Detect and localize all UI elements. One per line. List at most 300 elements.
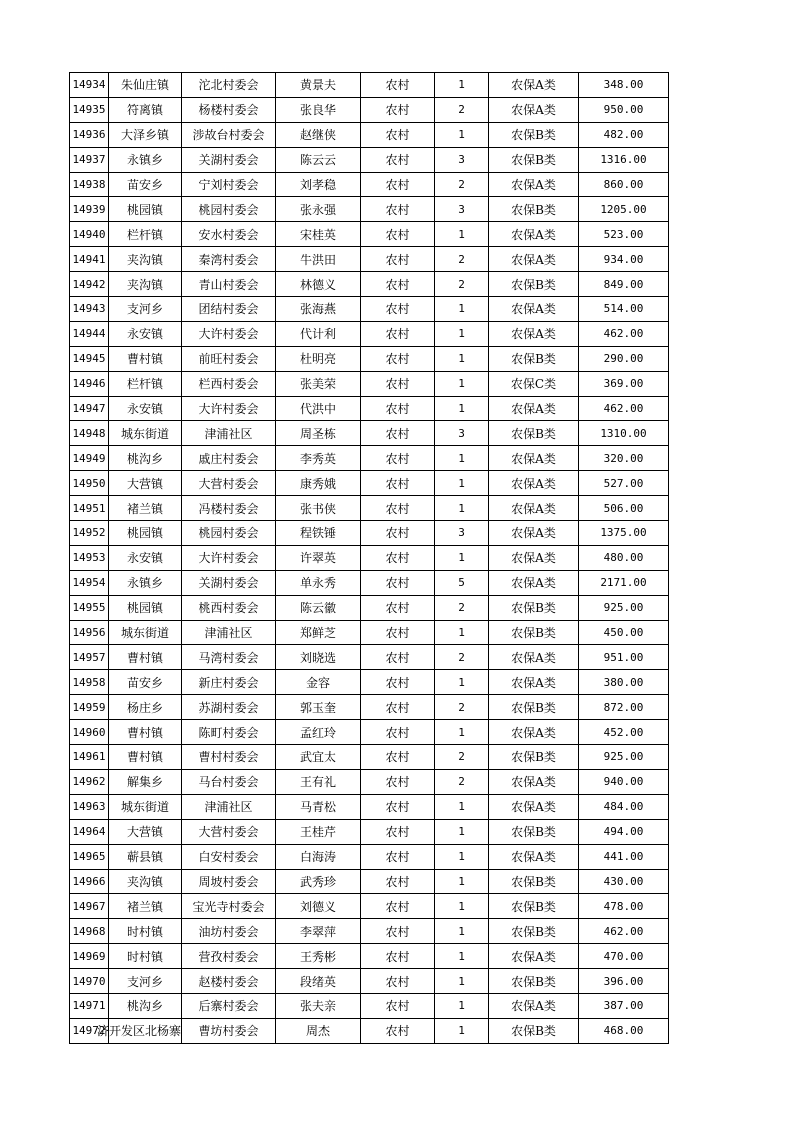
monthly-amount-cell: 470.00 [579, 944, 669, 969]
monthly-amount-cell: 396.00 [579, 969, 669, 994]
recipient-name-cell: 李翠萍 [276, 919, 361, 944]
table-row [70, 745, 669, 770]
household-type-cell: 农村 [361, 197, 435, 222]
household-type-cell: 农村 [361, 595, 435, 620]
town-cell: 栏杆镇 [109, 222, 182, 247]
household-size-cell: 1 [435, 944, 489, 969]
household-size-cell: 1 [435, 545, 489, 570]
table-row [70, 969, 669, 994]
household-size-cell: 1 [435, 496, 489, 521]
household-size-cell: 1 [435, 844, 489, 869]
insurance-category-cell: 农保A类 [489, 794, 579, 819]
village-committee-cell: 桃园村委会 [182, 521, 276, 546]
table-row [70, 247, 669, 272]
village-committee-cell: 桃西村委会 [182, 595, 276, 620]
insurance-category-cell: 农保B类 [489, 620, 579, 645]
household-type-cell: 农村 [361, 222, 435, 247]
insurance-category-cell: 农保A类 [489, 222, 579, 247]
record-number-cell: 14957 [70, 645, 109, 670]
insurance-category-cell: 农保A类 [489, 297, 579, 322]
town-cell: 符离镇 [109, 97, 182, 122]
village-committee-cell: 秦湾村委会 [182, 247, 276, 272]
household-type-cell: 农村 [361, 844, 435, 869]
table-row [70, 73, 669, 98]
household-size-cell: 3 [435, 421, 489, 446]
recipient-name-cell: 武宜太 [276, 745, 361, 770]
household-size-cell: 2 [435, 595, 489, 620]
recipient-name-cell: 马青松 [276, 794, 361, 819]
insurance-category-cell: 农保B类 [489, 147, 579, 172]
table-row [70, 695, 669, 720]
village-committee-cell: 团结村委会 [182, 297, 276, 322]
town-cell: 朱仙庄镇 [109, 73, 182, 98]
record-number-cell: 14954 [70, 570, 109, 595]
monthly-amount-cell: 934.00 [579, 247, 669, 272]
table-row [70, 819, 669, 844]
monthly-amount-cell: 860.00 [579, 172, 669, 197]
table-row [70, 769, 669, 794]
monthly-amount-cell: 320.00 [579, 446, 669, 471]
household-type-cell: 农村 [361, 147, 435, 172]
insurance-category-cell: 农保A类 [489, 645, 579, 670]
household-type-cell: 农村 [361, 794, 435, 819]
household-type-cell: 农村 [361, 745, 435, 770]
household-type-cell: 农村 [361, 521, 435, 546]
record-number-cell: 14955 [70, 595, 109, 620]
household-size-cell: 2 [435, 97, 489, 122]
insurance-category-cell: 农保B类 [489, 819, 579, 844]
monthly-amount-cell: 506.00 [579, 496, 669, 521]
record-number-cell: 14936 [70, 122, 109, 147]
town-cell: 支河乡 [109, 297, 182, 322]
village-committee-cell: 曹村村委会 [182, 745, 276, 770]
household-type-cell: 农村 [361, 247, 435, 272]
record-number-cell: 14938 [70, 172, 109, 197]
recipient-name-cell: 张美荣 [276, 371, 361, 396]
insurance-category-cell: 农保A类 [489, 844, 579, 869]
household-size-cell: 1 [435, 371, 489, 396]
insurance-category-cell: 农保A类 [489, 172, 579, 197]
table-row [70, 396, 669, 421]
table-row [70, 172, 669, 197]
household-size-cell: 3 [435, 197, 489, 222]
recipient-name-cell: 李秀英 [276, 446, 361, 471]
insurance-category-cell: 农保B类 [489, 122, 579, 147]
record-number-cell: 14971 [70, 993, 109, 1018]
household-size-cell: 1 [435, 670, 489, 695]
town-cell: 杨庄乡 [109, 695, 182, 720]
household-type-cell: 农村 [361, 670, 435, 695]
monthly-amount-cell: 925.00 [579, 595, 669, 620]
village-committee-cell: 白安村委会 [182, 844, 276, 869]
recipient-name-cell: 陈云徽 [276, 595, 361, 620]
household-type-cell: 农村 [361, 944, 435, 969]
village-committee-cell: 赵楼村委会 [182, 969, 276, 994]
household-type-cell: 农村 [361, 421, 435, 446]
recipient-name-cell: 周圣栋 [276, 421, 361, 446]
insurance-category-cell: 农保B类 [489, 745, 579, 770]
village-committee-cell: 大许村委会 [182, 396, 276, 421]
town-cell: 时村镇 [109, 944, 182, 969]
recipient-name-cell: 康秀娥 [276, 471, 361, 496]
recipient-name-cell: 林德义 [276, 272, 361, 297]
household-type-cell: 农村 [361, 545, 435, 570]
household-size-cell: 2 [435, 695, 489, 720]
monthly-amount-cell: 452.00 [579, 720, 669, 745]
monthly-amount-cell: 369.00 [579, 371, 669, 396]
table-row [70, 1018, 669, 1043]
insurance-category-cell: 农保B类 [489, 197, 579, 222]
table-row [70, 720, 669, 745]
village-committee-cell: 前旺村委会 [182, 346, 276, 371]
household-type-cell: 农村 [361, 172, 435, 197]
household-type-cell: 农村 [361, 1018, 435, 1043]
village-committee-cell: 冯楼村委会 [182, 496, 276, 521]
village-committee-cell: 关湖村委会 [182, 147, 276, 172]
recipient-name-cell: 刘孝稳 [276, 172, 361, 197]
town-cell: 夹沟镇 [109, 247, 182, 272]
recipient-name-cell: 郑鲜芝 [276, 620, 361, 645]
recipient-name-cell: 武秀珍 [276, 869, 361, 894]
insurance-category-cell: 农保A类 [489, 944, 579, 969]
household-type-cell: 农村 [361, 620, 435, 645]
insurance-category-cell: 农保A类 [489, 670, 579, 695]
record-number-cell: 14960 [70, 720, 109, 745]
table-row [70, 919, 669, 944]
recipient-name-cell: 许翠英 [276, 545, 361, 570]
monthly-amount-cell: 925.00 [579, 745, 669, 770]
monthly-amount-cell: 1316.00 [579, 147, 669, 172]
insurance-category-cell: 农保A类 [489, 321, 579, 346]
record-number-cell: 14952 [70, 521, 109, 546]
town-cell: 大营镇 [109, 819, 182, 844]
village-committee-cell: 宁刘村委会 [182, 172, 276, 197]
household-size-cell: 2 [435, 645, 489, 670]
monthly-amount-cell: 514.00 [579, 297, 669, 322]
table-row [70, 297, 669, 322]
town-cell: 永镇乡 [109, 570, 182, 595]
insurance-category-cell: 农保A类 [489, 545, 579, 570]
record-number-cell: 14964 [70, 819, 109, 844]
table-row [70, 222, 669, 247]
insurance-category-cell: 农保A类 [489, 570, 579, 595]
household-type-cell: 农村 [361, 396, 435, 421]
table-row [70, 545, 669, 570]
record-number-cell: 14956 [70, 620, 109, 645]
village-committee-cell: 油坊村委会 [182, 919, 276, 944]
monthly-amount-cell: 348.00 [579, 73, 669, 98]
monthly-amount-cell: 872.00 [579, 695, 669, 720]
household-size-cell: 1 [435, 794, 489, 819]
village-committee-cell: 沱北村委会 [182, 73, 276, 98]
town-cell: 桃园镇 [109, 595, 182, 620]
recipient-name-cell: 王秀彬 [276, 944, 361, 969]
monthly-amount-cell: 2171.00 [579, 570, 669, 595]
household-size-cell: 1 [435, 919, 489, 944]
recipient-name-cell: 刘晓选 [276, 645, 361, 670]
town-cell: 褚兰镇 [109, 496, 182, 521]
monthly-amount-cell: 462.00 [579, 919, 669, 944]
household-size-cell: 1 [435, 1018, 489, 1043]
recipient-name-cell: 赵继侠 [276, 122, 361, 147]
table-row [70, 496, 669, 521]
household-size-cell: 1 [435, 346, 489, 371]
household-size-cell: 2 [435, 172, 489, 197]
household-size-cell: 2 [435, 769, 489, 794]
household-size-cell: 1 [435, 396, 489, 421]
household-size-cell: 3 [435, 521, 489, 546]
town-cell: 城东街道 [109, 421, 182, 446]
record-number-cell: 14951 [70, 496, 109, 521]
village-committee-cell: 新庄村委会 [182, 670, 276, 695]
household-size-cell: 1 [435, 222, 489, 247]
town-cell: 城东街道 [109, 794, 182, 819]
monthly-amount-cell: 484.00 [579, 794, 669, 819]
household-type-cell: 农村 [361, 371, 435, 396]
household-size-cell: 2 [435, 272, 489, 297]
village-committee-cell: 津浦社区 [182, 620, 276, 645]
insurance-category-cell: 农保A类 [489, 993, 579, 1018]
table-row [70, 521, 669, 546]
table-row [70, 944, 669, 969]
table-row [70, 147, 669, 172]
monthly-amount-cell: 523.00 [579, 222, 669, 247]
table-row [70, 371, 669, 396]
town-cell: 永安镇 [109, 545, 182, 570]
recipient-name-cell: 张夫亲 [276, 993, 361, 1018]
record-number-cell: 14939 [70, 197, 109, 222]
household-type-cell: 农村 [361, 919, 435, 944]
recipient-name-cell: 宋桂英 [276, 222, 361, 247]
town-cell: 桃沟乡 [109, 446, 182, 471]
record-number-cell: 14948 [70, 421, 109, 446]
record-number-cell: 14961 [70, 745, 109, 770]
table-row [70, 197, 669, 222]
monthly-amount-cell: 441.00 [579, 844, 669, 869]
table-row [70, 122, 669, 147]
village-committee-cell: 陈町村委会 [182, 720, 276, 745]
town-cell: 褚兰镇 [109, 894, 182, 919]
household-type-cell: 农村 [361, 993, 435, 1018]
monthly-amount-cell: 1310.00 [579, 421, 669, 446]
monthly-amount-cell: 468.00 [579, 1018, 669, 1043]
household-size-cell: 1 [435, 894, 489, 919]
table-body [70, 73, 669, 1044]
insurance-category-cell: 农保B类 [489, 919, 579, 944]
village-committee-cell: 曹坊村委会 [182, 1018, 276, 1043]
town-cell: 大泽乡镇 [109, 122, 182, 147]
village-committee-cell: 津浦社区 [182, 421, 276, 446]
insurance-category-cell: 农保B类 [489, 595, 579, 620]
town-cell: 夹沟镇 [109, 869, 182, 894]
town-cell: 蕲县镇 [109, 844, 182, 869]
town-cell: 桃沟乡 [109, 993, 182, 1018]
recipient-name-cell: 张永强 [276, 197, 361, 222]
household-type-cell: 农村 [361, 570, 435, 595]
table-row [70, 869, 669, 894]
monthly-amount-cell: 462.00 [579, 396, 669, 421]
insurance-category-cell: 农保A类 [489, 720, 579, 745]
town-cell: 桃园镇 [109, 197, 182, 222]
village-committee-cell: 关湖村委会 [182, 570, 276, 595]
household-size-cell: 1 [435, 819, 489, 844]
record-number-cell: 14942 [70, 272, 109, 297]
record-number-cell: 14953 [70, 545, 109, 570]
monthly-amount-cell: 380.00 [579, 670, 669, 695]
insurance-category-cell: 农保A类 [489, 769, 579, 794]
monthly-amount-cell: 951.00 [579, 645, 669, 670]
town-cell: 大营镇 [109, 471, 182, 496]
record-number-cell: 14935 [70, 97, 109, 122]
insurance-category-cell: 农保B类 [489, 346, 579, 371]
recipient-name-cell: 黄景夫 [276, 73, 361, 98]
household-size-cell: 1 [435, 620, 489, 645]
record-number-cell: 14958 [70, 670, 109, 695]
table-row [70, 645, 669, 670]
recipient-name-cell: 王有礼 [276, 769, 361, 794]
monthly-amount-cell: 940.00 [579, 769, 669, 794]
recipient-name-cell: 张良华 [276, 97, 361, 122]
recipient-name-cell: 金容 [276, 670, 361, 695]
village-committee-cell: 涉故台村委会 [182, 122, 276, 147]
household-type-cell: 农村 [361, 769, 435, 794]
household-size-cell: 1 [435, 471, 489, 496]
record-number-cell: 14947 [70, 396, 109, 421]
town-cell: 城东街道 [109, 620, 182, 645]
household-size-cell: 1 [435, 297, 489, 322]
household-type-cell: 农村 [361, 321, 435, 346]
insurance-category-cell: 农保A类 [489, 496, 579, 521]
household-type-cell: 农村 [361, 496, 435, 521]
village-committee-cell: 大许村委会 [182, 545, 276, 570]
record-number-cell: 14963 [70, 794, 109, 819]
table-row [70, 894, 669, 919]
record-number-cell: 14943 [70, 297, 109, 322]
village-committee-cell: 安水村委会 [182, 222, 276, 247]
record-number-cell: 14967 [70, 894, 109, 919]
household-type-cell: 农村 [361, 969, 435, 994]
record-number-cell: 14962 [70, 769, 109, 794]
monthly-amount-cell: 1375.00 [579, 521, 669, 546]
record-number-cell: 14945 [70, 346, 109, 371]
insurance-category-cell: 农保A类 [489, 247, 579, 272]
recipient-name-cell: 陈云云 [276, 147, 361, 172]
insurance-category-cell: 农保B类 [489, 272, 579, 297]
table-row [70, 346, 669, 371]
household-size-cell: 2 [435, 247, 489, 272]
household-type-cell: 农村 [361, 272, 435, 297]
village-committee-cell: 马湾村委会 [182, 645, 276, 670]
town-cell: 曹村镇 [109, 745, 182, 770]
household-size-cell: 1 [435, 993, 489, 1018]
town-cell: 曹村镇 [109, 645, 182, 670]
table-row [70, 670, 669, 695]
record-number-cell: 14966 [70, 869, 109, 894]
table-row [70, 844, 669, 869]
household-type-cell: 农村 [361, 73, 435, 98]
recipient-name-cell: 白海涛 [276, 844, 361, 869]
monthly-amount-cell: 480.00 [579, 545, 669, 570]
household-size-cell: 3 [435, 147, 489, 172]
table-row [70, 446, 669, 471]
monthly-amount-cell: 482.00 [579, 122, 669, 147]
record-number-cell: 14959 [70, 695, 109, 720]
record-number-cell: 14941 [70, 247, 109, 272]
recipient-name-cell: 代计利 [276, 321, 361, 346]
village-committee-cell: 戚庄村委会 [182, 446, 276, 471]
table-row [70, 620, 669, 645]
table-row [70, 570, 669, 595]
recipient-name-cell: 程铁锤 [276, 521, 361, 546]
insurance-category-cell: 农保A类 [489, 73, 579, 98]
household-type-cell: 农村 [361, 645, 435, 670]
record-number-cell: 14940 [70, 222, 109, 247]
table-row [70, 421, 669, 446]
town-cell: 支河乡 [109, 969, 182, 994]
town-cell: 曹村镇 [109, 346, 182, 371]
village-committee-cell: 大许村委会 [182, 321, 276, 346]
village-committee-cell: 马台村委会 [182, 769, 276, 794]
household-size-cell: 1 [435, 446, 489, 471]
table-row [70, 794, 669, 819]
record-number-cell: 14972 [70, 1018, 109, 1043]
record-number-cell: 14950 [70, 471, 109, 496]
town-cell: 永镇乡 [109, 147, 182, 172]
monthly-amount-cell: 494.00 [579, 819, 669, 844]
household-size-cell: 1 [435, 122, 489, 147]
table-row [70, 595, 669, 620]
town-cell: 解集乡 [109, 769, 182, 794]
household-size-cell: 2 [435, 745, 489, 770]
monthly-amount-cell: 387.00 [579, 993, 669, 1018]
household-type-cell: 农村 [361, 346, 435, 371]
recipient-name-cell: 刘德义 [276, 894, 361, 919]
insurance-category-cell: 农保A类 [489, 446, 579, 471]
town-cell: 苗安乡 [109, 670, 182, 695]
household-type-cell: 农村 [361, 97, 435, 122]
village-committee-cell: 周坡村委会 [182, 869, 276, 894]
insurance-category-cell: 农保B类 [489, 421, 579, 446]
household-size-cell: 1 [435, 869, 489, 894]
village-committee-cell: 后寨村委会 [182, 993, 276, 1018]
monthly-amount-cell: 462.00 [579, 321, 669, 346]
record-number-cell: 14949 [70, 446, 109, 471]
record-number-cell: 14968 [70, 919, 109, 944]
recipient-name-cell: 张书侠 [276, 496, 361, 521]
relief-recipient-table [69, 72, 669, 1044]
insurance-category-cell: 农保B类 [489, 1018, 579, 1043]
monthly-amount-cell: 849.00 [579, 272, 669, 297]
monthly-amount-cell: 527.00 [579, 471, 669, 496]
insurance-category-cell: 农保A类 [489, 521, 579, 546]
insurance-category-cell: 农保A类 [489, 97, 579, 122]
table-row [70, 272, 669, 297]
town-cell: 永安镇 [109, 321, 182, 346]
recipient-name-cell: 王桂芹 [276, 819, 361, 844]
recipient-name-cell: 张海燕 [276, 297, 361, 322]
household-type-cell: 农村 [361, 695, 435, 720]
insurance-category-cell: 农保B类 [489, 969, 579, 994]
insurance-category-cell: 农保B类 [489, 869, 579, 894]
recipient-name-cell: 孟红玲 [276, 720, 361, 745]
recipient-name-cell: 代洪中 [276, 396, 361, 421]
table-row [70, 471, 669, 496]
record-number-cell: 14946 [70, 371, 109, 396]
town-cell: 时村镇 [109, 919, 182, 944]
household-type-cell: 农村 [361, 720, 435, 745]
town-cell: 苗安乡 [109, 172, 182, 197]
town-cell: 曹村镇 [109, 720, 182, 745]
